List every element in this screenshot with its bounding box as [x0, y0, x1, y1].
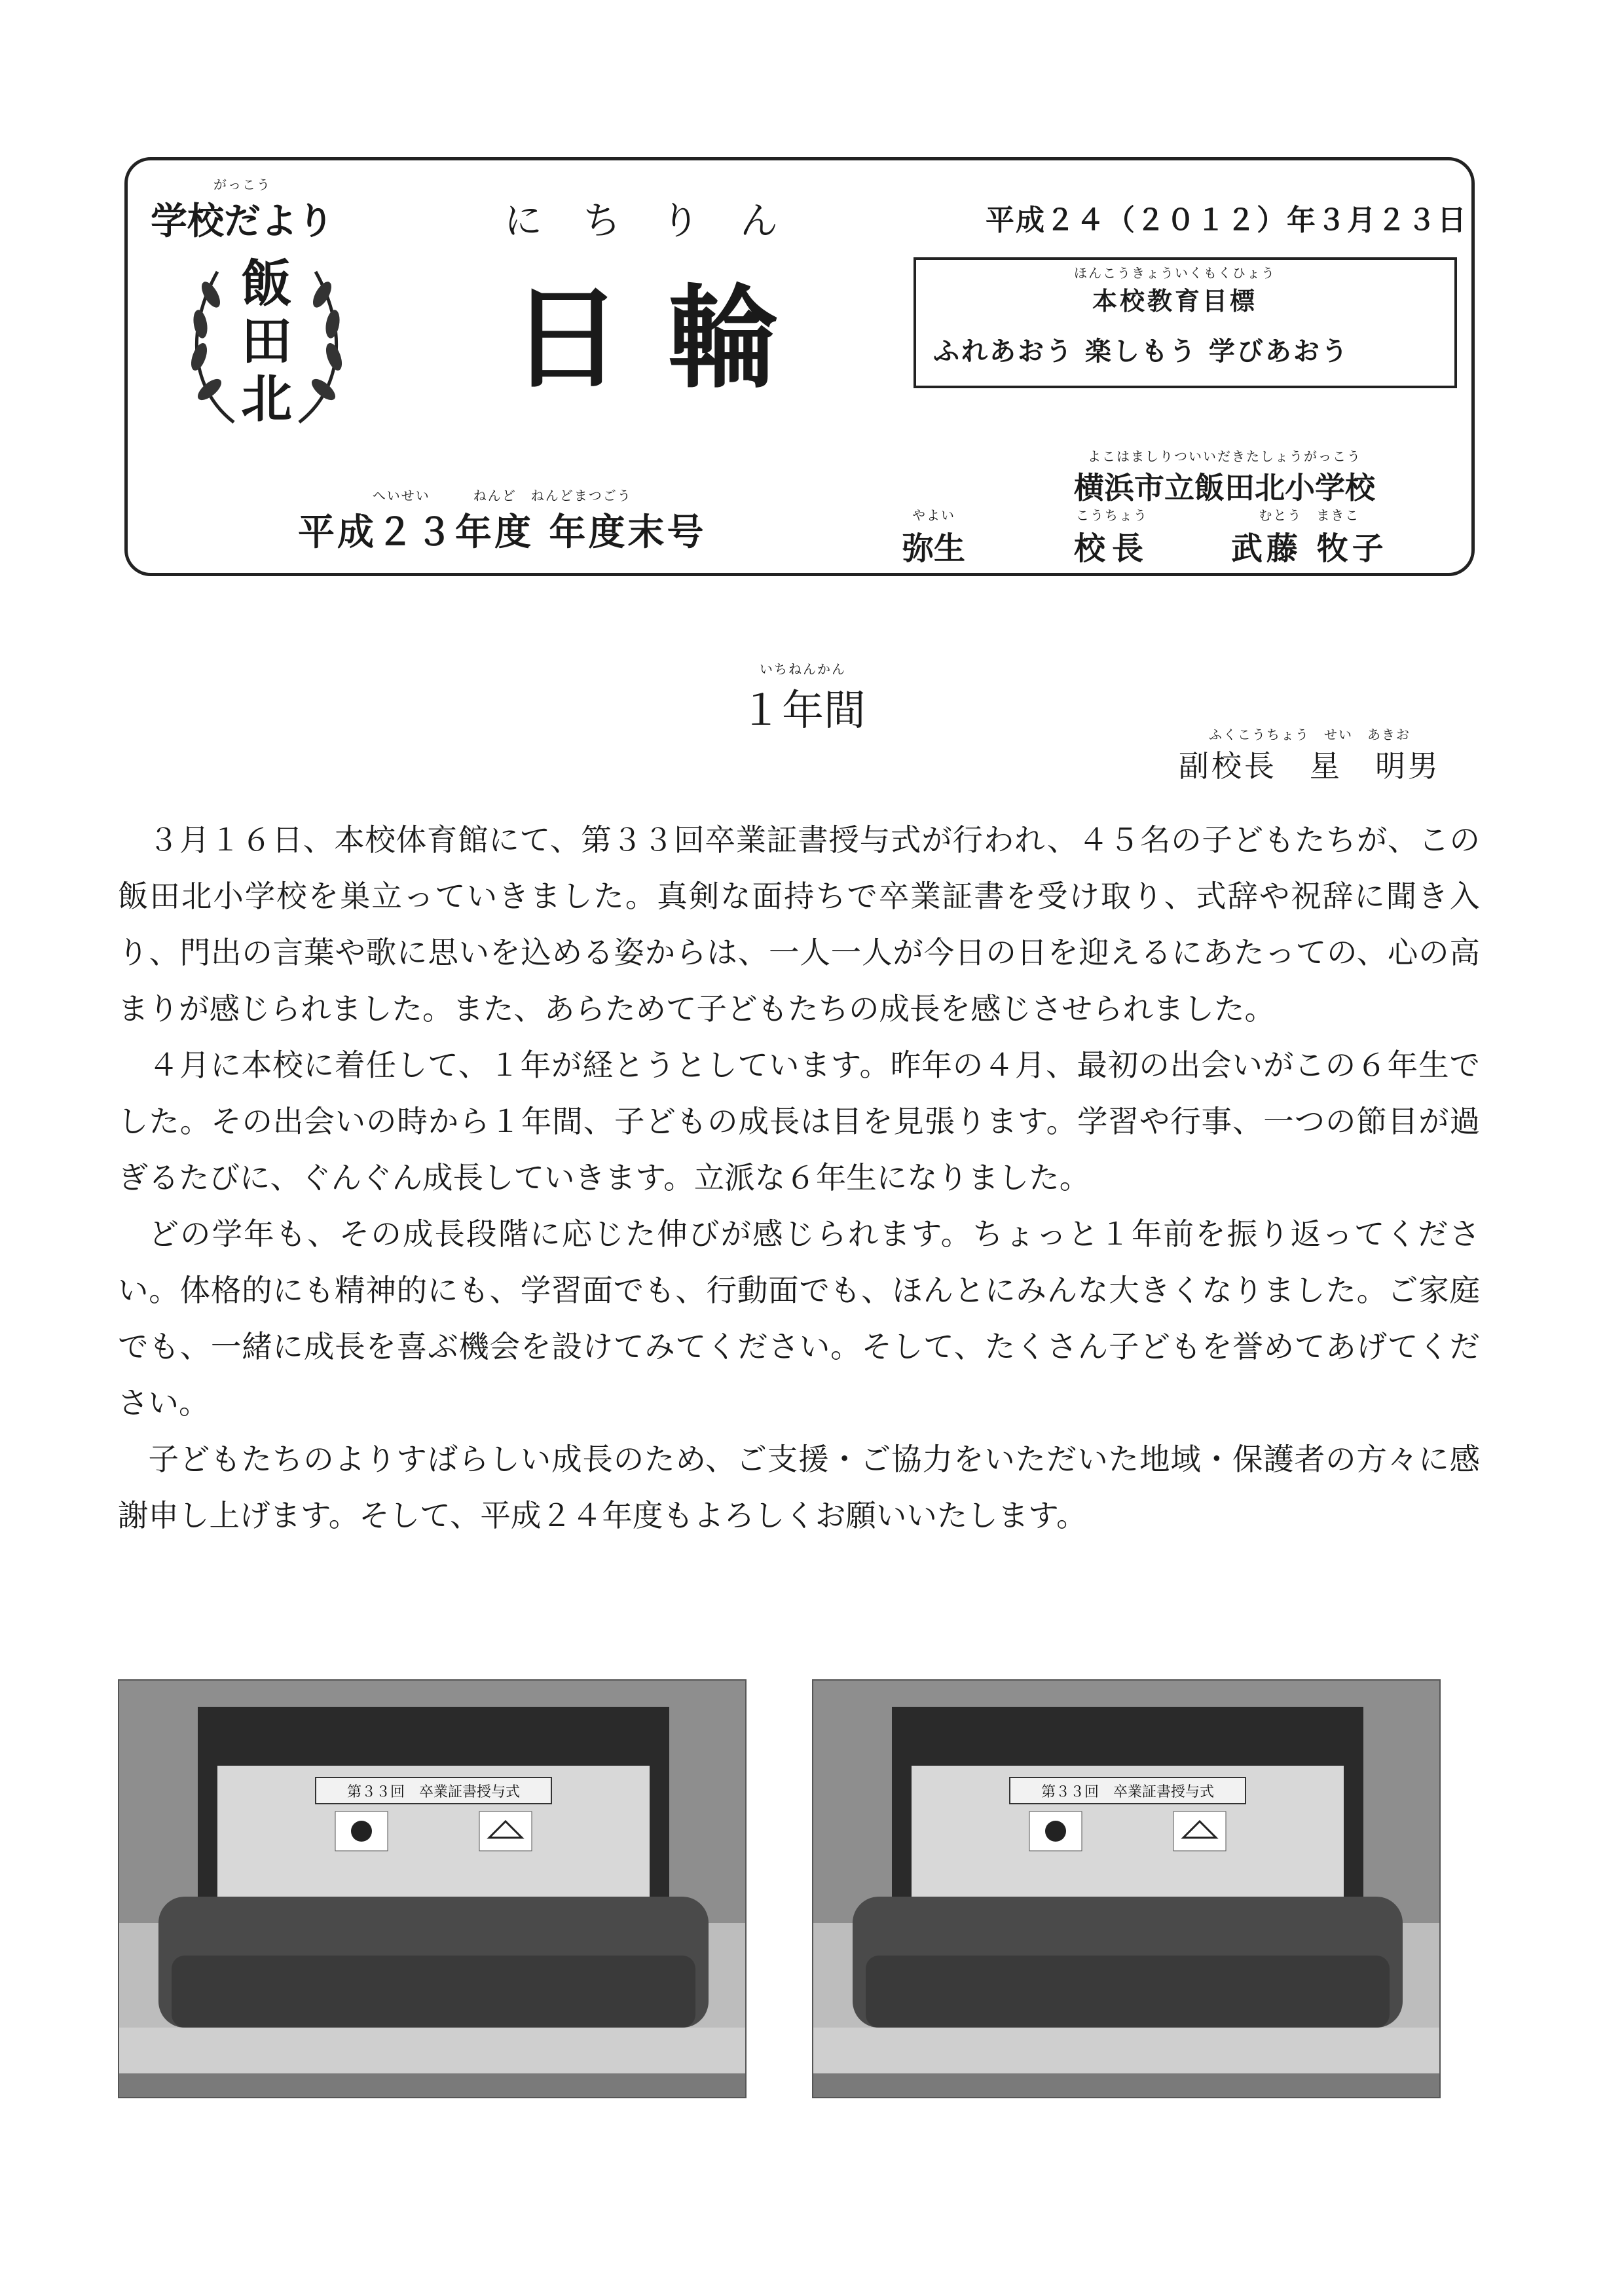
paragraph: ３月１６日、本校体育館にて、第３３回卒業証書授与式が行われ、４５名の子どもたちが、この飯田北小学校を巣立っていきました。真剣な面持ちで卒業証書を受け取り、式辞や祝辞に聞き入り、門出の言葉や歌に思いを込める姿からは、一人一人が今日の日を迎えるにあたっての、心の高まりが感じられました。また、あらためて子どもたちの成長を感じさせられました。	[118, 822, 1480, 1027]
issue-label: へいせい ねんど ねんどまつごう 平成２３年度 年度末号	[298, 488, 707, 554]
issue-date: 平成２４（２０１２）年３月２３日	[986, 204, 1467, 237]
article-title: いちねんかん １年間	[740, 661, 866, 735]
banner-text: 第３３回 卒業証書授与式	[346, 1784, 521, 1800]
paragraph: 子どもたちのよりすばらしい成長のため、ご支援・ご協力をいただいた地域・保護者の方々に感謝申し上げます。そして、平成２４年度もよろしくお願いいたします。	[118, 1442, 1480, 1533]
school-emblem	[172, 246, 361, 435]
school-name: よこはましりついいだきたしょうがっこう 横浜市立飯田北小学校	[1074, 448, 1375, 505]
series-label: がっこう 学校だより	[151, 177, 334, 243]
article-body	[118, 812, 1480, 1544]
graduation-photo-1	[118, 1679, 747, 2098]
emblem-char-2: 田	[240, 312, 292, 371]
emblem-char-3: 北	[240, 370, 292, 429]
school-goal-label: ほんこうきょういくもくひょう 本校教育目標	[1074, 265, 1276, 316]
paragraph: ４月に本校に着任して、１年が経とうとしています。昨年の４月、最初の出会いがこの６年生でした。その出会いの時から１年間、子どもの成長は目を見張ります。学習や行事、一つの節目が過ぎるたびに、ぐんぐん成長していきます。立派な６年生になりました。	[118, 1048, 1480, 1195]
school-goal-text: ふれあおう 楽しもう 学びあおう	[933, 337, 1350, 367]
newsletter-title: 日輪	[511, 274, 826, 404]
graduation-photo-2	[812, 1679, 1441, 2098]
principal-role: こうちょう 校長	[1074, 507, 1151, 567]
title-reading: にちりん	[504, 198, 819, 243]
month-name: やよい 弥生	[902, 507, 966, 567]
paragraph: どの学年も、その成長段階に応じた伸びが感じられます。ちょっと１年前を振り返ってください。体格的にも精神的にも、学習面でも、行動面でも、ほんとにみんな大きくなりました。ご家庭でも、一緒に成長を喜ぶ機会を設けてみてください。そして、たくさん子どもを誉めてあげてください。	[118, 1216, 1480, 1421]
principal-name: むとう まきこ 武藤 牧子	[1231, 507, 1388, 567]
emblem-char-1: 飯	[240, 255, 292, 314]
article-byline: ふくこうちょう せい あきお 副校長 星 明男	[1179, 727, 1441, 784]
banner-text: 第３３回 卒業証書授与式	[1041, 1784, 1215, 1800]
